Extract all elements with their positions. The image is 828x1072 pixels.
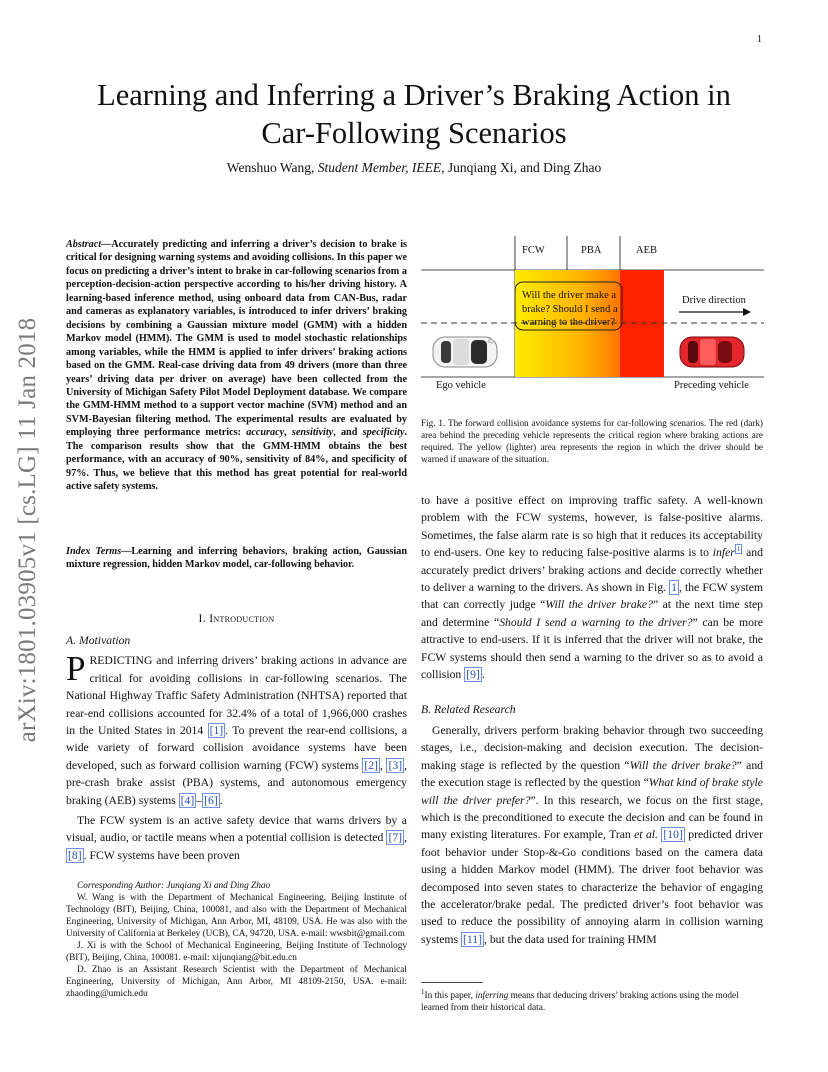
quoted-question: Will the driver brake? — [545, 598, 653, 612]
intro-text: REDICTING and inferring drivers’ braking actions in advance are critical for avoiding collisions in car-following scenarios. The National Highway Traffic Safety Administration (NHTSA) reported that rear-end collisions accounted for 32.4% of a total of 1,966,000 crashes in the United States in 2014 — [66, 654, 407, 738]
body-text: ” and the execution stage is reflected by the question “ — [421, 758, 764, 790]
right-column-body — [421, 492, 763, 948]
body-text: to have a positive effect on improving traffic safety. A well-known problem with the FCW systems, however, is false-positive alarms. Sometimes, the false alarm rate is so high that it reduces its acceptability to end-users. One key to reducing false-positive alarms is to — [421, 494, 763, 560]
body-text: ” can be more attractive to end-users. If it is inferred that the driver will not brake, the FCW systems should then send a warning to the driver so as to avoid a collision — [421, 615, 763, 682]
citation-link[interactable]: [7] — [388, 831, 403, 845]
section-title: Introduction — [209, 612, 275, 625]
citation-link[interactable]: [4] — [180, 793, 195, 807]
abstract-body: —Accurately predicting and inferring a driver’s decision to brake is critical for designing warning systems and avoiding collisions. In this paper we focus on predicting a driver’s intent to brake in car-following scenarios from a perception-decision-action perspective according to his/her driving history. A learning-based inference method, using onboard data from CAN-Bus, radar and cameras as explanatory variables, is introduced to infer drivers’ braking decisions by combining a Gaussian mixture model (GMM) with a hidden Markov model (HMM). The GMM is used to model stochastic relationships among variables, while the HMM is applied to infer drivers’ braking actions based on the GMM. Real-case driving data from 49 drivers (more than three years’ driving data per driver on average) have been collected from the University of Michigan Safety Pilot Model Deployment database. We compare the GMM-HMM method to a support vector machine (SVM) method and an SVM-Bayesian filtering method. The experimental results are evaluated by employing three performance metrics: — [66, 239, 407, 439]
intro-text: . To prevent the rear-end collisions, a wide variety of forward collision avoidance systems have been developed, such as forward collision warning (FCW) systems — [66, 724, 408, 772]
body-text: . — [481, 668, 485, 682]
quoted-question: Should I send a warning to the driver? — [499, 615, 693, 629]
ego-vehicle-car — [433, 337, 497, 367]
abstract-body-end: . The comparison results show that the GMM-HMM obtains the best performance, with an accuracy of 90%, sensitivity of 84%, and specificity of 97%. Thus, we believe that this method has great potential for real-world active safety systems. — [66, 427, 408, 493]
author-first: Wenshuo Wang, — [226, 160, 318, 175]
citation-link[interactable]: [3] — [388, 758, 403, 772]
intro-text: . FCW systems have been proven — [83, 848, 240, 862]
index-terms-label: Index Terms — [66, 546, 122, 557]
paper-title — [40, 76, 788, 152]
footnote-text: In this paper, — [424, 991, 476, 1001]
body-text: predicted driver foot behavior under Stop-&-Go conditions based on the camera data using a hidden Markov model (HMM). The driver foot behavior was decomposed into seven states to characterize the behavior of engaging the accelerator/brake pedal. The predicted driver’s foot behavior was used to reduce the possibility of annoying alarm in collision warning systems — [421, 828, 764, 946]
quoted-question: Will the driver brake? — [629, 758, 737, 772]
citation-link[interactable]: [10] — [663, 828, 683, 842]
figure-1-caption: Fig. 1. The forward collision avoidance systems for car-following scenarios. The red (dark) area behind the preceding vehicle represents the critical region where braking actions are required. The yellow (lighter) area represents the region in which the driver should be warned if unaware of the situation. — [421, 418, 763, 465]
et-al: et al. — [634, 828, 658, 842]
citation-link[interactable]: [1] — [209, 724, 224, 738]
footnote-wang: W. Wang is with the Department of Mechanical Engineering, Beijing Institute of Technology (BIT), Beijing, China, 100081, and also with the Department of Mechanical Engineering, University of Michigan, Ann Arbor, MI, 48109, USA. He was also with the University of California at Berkeley (UCB), CA, 94720, USA. e-mail: wwsbit@gmail.com — [66, 893, 407, 940]
bubble-line: Will the driver make a — [522, 290, 617, 301]
body-text: ”. In this research, we focus on the first stage, which is the preconditioned to execute the decision and can be found in many existing literatures. For example, Tran — [421, 793, 763, 842]
subsection-motivation: A. Motivation — [66, 634, 131, 647]
title-line-2: Car-Following Scenarios — [261, 116, 567, 150]
abstract: Abstract—Accurately predicting and inferring a driver’s decision to brake is critical for designing warning systems and avoiding collisions. In this paper we focus on predicting a driver’s intent to brake in car-following scenarios from a perception-decision-action perspective according to his/her driving history. A learning-based inference method, using onboard data from CAN-Bus, radar and cameras as explanatory variables, is introduced to infer drivers’ braking decisions by combining a Gaussian mixture model (GMM) with a hidden Markov model (HMM). The GMM is used to model stochastic relationships among variables, while the HMM is applied to infer drivers’ braking actions based on the GMM. Real-case driving data from 49 drivers (more than three years’ driving data per driver on average) have been collected from the University of Michigan Safety Pilot Model Deployment database. We compare the GMM-HMM method to a support vector machine (SVM) method and an SVM-Bayesian filtering method. The experimental results are evaluated by employing three performance metrics: accuracy, sensitivity, and specificity. The comparison results show that the GMM-HMM obtains the best performance, with an accuracy of 90%, sensitivity of 84%, and specificity of 97%. Thus, we believe that this method has great potential for real-world active safety systems. — [66, 239, 408, 493]
footnote-term: inferring — [475, 991, 509, 1001]
body-text: ” at the next time step and determine “ — [421, 598, 763, 629]
arxiv-stamp-text: arXiv:1801.03905v1 [cs.LG] 11 Jan 2018 — [14, 317, 41, 743]
index-terms — [66, 545, 407, 572]
footnote-zhao: D. Zhao is an Assistant Research Scientist with the Department of Mechanical Engineering, University of Michigan, Ann Arbor, MI 48109-2150, USA. e-mail: zhaoding@umich.edu — [66, 965, 407, 1000]
footnote-xi: J. Xi is with the School of Mechanical Engineering, Beijing Institute of Technology (BIT), Beijing, China, 100081. e-mail: xijunqiang@bit.edu.cn — [66, 941, 407, 964]
index-terms-text: —Learning and inferring behaviors, braking action, Gaussian mixture regression, hidden Markov model, car-following behavior. — [66, 546, 407, 571]
intro-text: , — [404, 831, 407, 845]
corresponding-authors: Corresponding Author: Junqiang Xi and Ding Zhao — [77, 881, 271, 891]
intro-paragraph-1 — [66, 649, 408, 809]
footnote-marker-link[interactable]: 1 — [736, 545, 741, 554]
author-list — [40, 160, 788, 176]
preceding-vehicle-label: Preceding vehicle — [674, 380, 749, 391]
metric-sensitivity: sensitivity — [291, 427, 334, 439]
body-text: , but the data used for training HMM — [483, 932, 657, 946]
arxiv-stamp — [8, 290, 48, 770]
bubble-line: warning to the driver? — [522, 317, 616, 328]
body-text: and accurately predict drivers’ braking actions and decide correctly whether to deliver a warning to the drivers. As shown in Fig. — [421, 546, 763, 595]
body-text: Generally, drivers perform braking behavior through two succeeding stages, i.e., decision-making and decision execution. The decision-making stage is reflected by the question “ — [421, 723, 763, 772]
zone-label-pba: PBA — [581, 245, 602, 256]
citation-link[interactable]: [8] — [68, 848, 82, 862]
intro-paragraph-2 — [66, 812, 407, 864]
citation-link[interactable]: [6] — [204, 793, 218, 807]
footnote-mark: 1 — [421, 987, 425, 996]
section-heading-introduction — [66, 612, 407, 625]
related-research-paragraph — [421, 722, 763, 948]
author-rest: Junqiang Xi, and Ding Zhao — [444, 160, 602, 175]
affiliation-footnotes — [66, 880, 407, 1000]
driver-question-bubble — [522, 289, 618, 330]
section-numeral: I. — [198, 612, 210, 625]
quoted-question: What kind of brake style will the driver prefer? — [421, 776, 763, 807]
figure-1 — [421, 236, 764, 401]
title-line-1: Learning and Inferring a Driver’s Braking Action in — [97, 78, 731, 112]
citation-link[interactable]: [11] — [462, 932, 482, 946]
bubble-line: brake? Should I send a — [522, 303, 618, 315]
intro-text: The FCW system is an active safety device that warns drivers by a visual, audio, or tactile means when a potential collision is detected — [66, 814, 407, 845]
intro-text: – — [196, 793, 203, 807]
intro-text: , pre-crash brake assist (PBA) systems, and autonomous emergency braking (AEB) systems — [66, 758, 408, 807]
zone-label-fcw: FCW — [522, 245, 545, 256]
zone-label-aeb: AEB — [636, 245, 657, 256]
citation-link[interactable]: [9] — [466, 668, 480, 682]
page-number: 1 — [757, 34, 762, 45]
ego-vehicle-label: Ego vehicle — [436, 380, 486, 391]
preceding-vehicle-car — [680, 337, 744, 367]
drive-direction-label: Drive direction — [682, 295, 746, 306]
citation-link[interactable]: [2] — [364, 758, 378, 772]
drop-cap: P — [66, 649, 86, 689]
motivation-continued — [421, 492, 763, 683]
intro-text: , — [379, 758, 387, 772]
figure-ref-link[interactable]: 1 — [671, 581, 677, 595]
abstract-label: Abstract — [66, 239, 102, 250]
metric-specificity: specificity — [362, 427, 405, 439]
subsection-related-research: B. Related Research — [421, 703, 516, 717]
emphasis-infer: infer — [712, 546, 735, 560]
body-text: , the FCW system that can correctly judge “ — [421, 581, 763, 612]
footnote-inferring — [421, 987, 763, 1014]
intro-text: . — [219, 793, 223, 807]
left-column-body — [66, 632, 407, 864]
footnote-text: means that deducing drivers’ braking actions using the model learned from their historical data. — [421, 991, 739, 1014]
author-membership: Student Member, IEEE, — [317, 160, 445, 175]
footnote-rule — [421, 982, 483, 983]
metric-accuracy: accuracy — [246, 427, 285, 439]
footnote-corresponding — [66, 880, 407, 892]
